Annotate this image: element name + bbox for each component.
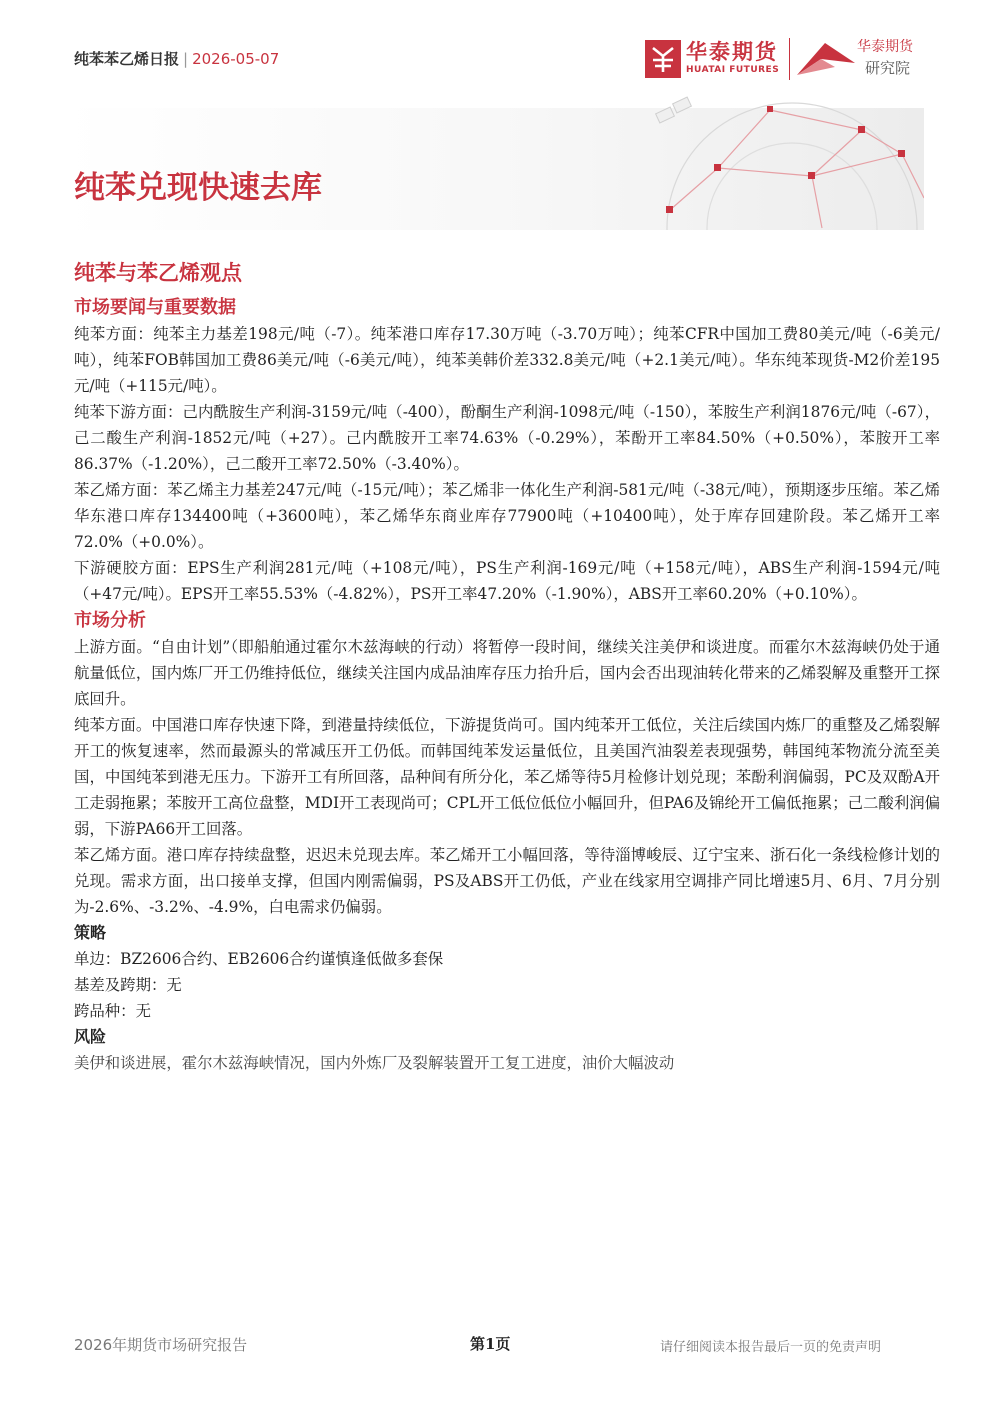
title-banner-graphic — [62, 88, 924, 230]
institute-emblem-icon — [795, 39, 857, 79]
analysis-heading: 市场分析 — [74, 610, 146, 631]
strategy-item-basis: 基差及跨期：无 — [74, 976, 182, 994]
logo-name-en: HUATAI FUTURES — [686, 65, 780, 75]
footer-report-series: 2026年期货市场研究报告 — [74, 1336, 248, 1354]
footer-disclaimer-note: 请仔细阅读本报告最后一页的免责声明 — [660, 1340, 882, 1355]
huatai-futures-logo — [643, 36, 925, 82]
strategy-heading: 策略 — [74, 923, 107, 942]
huatai-emblem-icon — [645, 40, 681, 78]
strategy-item-single: 单边：BZ2606合约、EB2606合约谨慎逢低做多套保 — [74, 950, 444, 968]
risk-text: 美伊和谈进展，霍尔木兹海峡情况，国内外炼厂及裂解装置开工复工进度，油价大幅波动 — [74, 1054, 675, 1072]
risk-heading: 风险 — [74, 1027, 107, 1046]
report-body — [74, 254, 940, 1076]
report-date: 2026-05-07 — [192, 50, 280, 68]
logo-divider — [789, 38, 790, 80]
report-header — [74, 48, 279, 69]
analysis-paragraph-upstream: 上游方面。“自由计划”（即船舶通过霍尔木兹海峡的行动）将暂停一段时间，继续关注美伊和谈进度。而霍尔木兹海峡仍处于通航量低位，国内炼厂开工仍维持低位，继续关注国内成品油库存压力抬升后，国内会否出现油转化带来的乙烯裂解及重整开工探底回升。 — [74, 638, 940, 708]
header-separator: | — [183, 50, 189, 68]
news-paragraph-styrene: 苯乙烯方面：苯乙烯主力基差247元/吨（-15元/吨）；苯乙烯非一体化生产利润-581元/吨（-38元/吨），预期逐步压缩。苯乙烯华东港口库存134400吨（+3600吨），苯乙烯华东商业库存77900吨（+10400吨），处于库存回建阶段。苯乙烯开工率72.0%（+0.0%）。 — [74, 481, 940, 551]
section-heading: 纯苯与苯乙烯观点 — [74, 261, 242, 285]
institute-line-1: 华泰期货 — [857, 39, 913, 55]
news-paragraph-hard-plastics: 下游硬胶方面：EPS生产利润281元/吨（+108元/吨），PS生产利润-169元/吨（+158元/吨），ABS生产利润-1594元/吨（+47元/吨）。EPS开工率55.53%（-4.82%），PS开工率47.20%（-1.90%），ABS开工率60.20%（+0.10%）。 — [74, 559, 940, 603]
institute-line-2: 研究院 — [865, 59, 911, 77]
page-title: 纯苯兑现快速去库 — [74, 170, 322, 206]
logo-name-cn: 华泰期货 — [686, 40, 778, 64]
news-paragraph-benzene: 纯苯方面：纯苯主力基差198元/吨（-7）。纯苯港口库存17.30万吨（-3.70万吨）；纯苯CFR中国加工费80美元/吨（-6美元/吨），纯苯FOB韩国加工费86美元/吨（-6美元/吨），纯苯美韩价差332.8美元/吨（+2.1美元/吨）。华东纯苯现货-M2价差195元/吨（+115元/吨）。 — [74, 325, 940, 395]
report-name: 纯苯苯乙烯日报 — [74, 50, 180, 68]
footer-page-number: 第1页 — [470, 1335, 511, 1353]
analysis-paragraph-styrene: 苯乙烯方面。港口库存持续盘整，迟迟未兑现去库。苯乙烯开工小幅回落，等待淄博峻辰、辽宁宝来、浙石化一条线检修计划的兑现。需求方面，出口接单支撑，但国内刚需偏弱，PS及ABS开工仍低，产业在线家用空调排产同比增速5月、6月、7月分别为-2.6%、-3.2%、-4.9%，白电需求仍偏弱。 — [74, 846, 940, 916]
news-paragraph-benzene-downstream: 纯苯下游方面：己内酰胺生产利润-3159元/吨（-400），酚酮生产利润-1098元/吨（-150），苯胺生产利润1876元/吨（-67），己二酸生产利润-1852元/吨（+27）。己内酰胺开工率74.63%（-0.29%），苯酚开工率84.50%（+0.50%），苯胺开工率86.37%（-1.20%），己二酸开工率72.50%（-3.40%）。 — [74, 403, 940, 473]
analysis-paragraph-benzene: 纯苯方面。中国港口库存快速下降，到港量持续低位，下游提货尚可。国内纯苯开工低位，关注后续国内炼厂的重整及乙烯裂解开工的恢复速率，然而最源头的常减压开工仍低。而韩国纯苯发运量低位，且美国汽油裂差表现强势，韩国纯苯物流分流至美国，中国纯苯到港无压力。下游开工有所回落，品种间有所分化，苯乙烯等待5月检修计划兑现；苯酚利润偏弱，PC及双酚A开工走弱拖累；苯胺开工高位盘整，MDI开工表现尚可；CPL开工低位低位小幅回升，但PA6及锦纶开工偏低拖累；己二酸利润偏弱，下游PA66开工回落。 — [74, 716, 940, 838]
strategy-item-cross: 跨品种：无 — [74, 1002, 151, 1020]
news-heading: 市场要闻与重要数据 — [74, 297, 236, 318]
